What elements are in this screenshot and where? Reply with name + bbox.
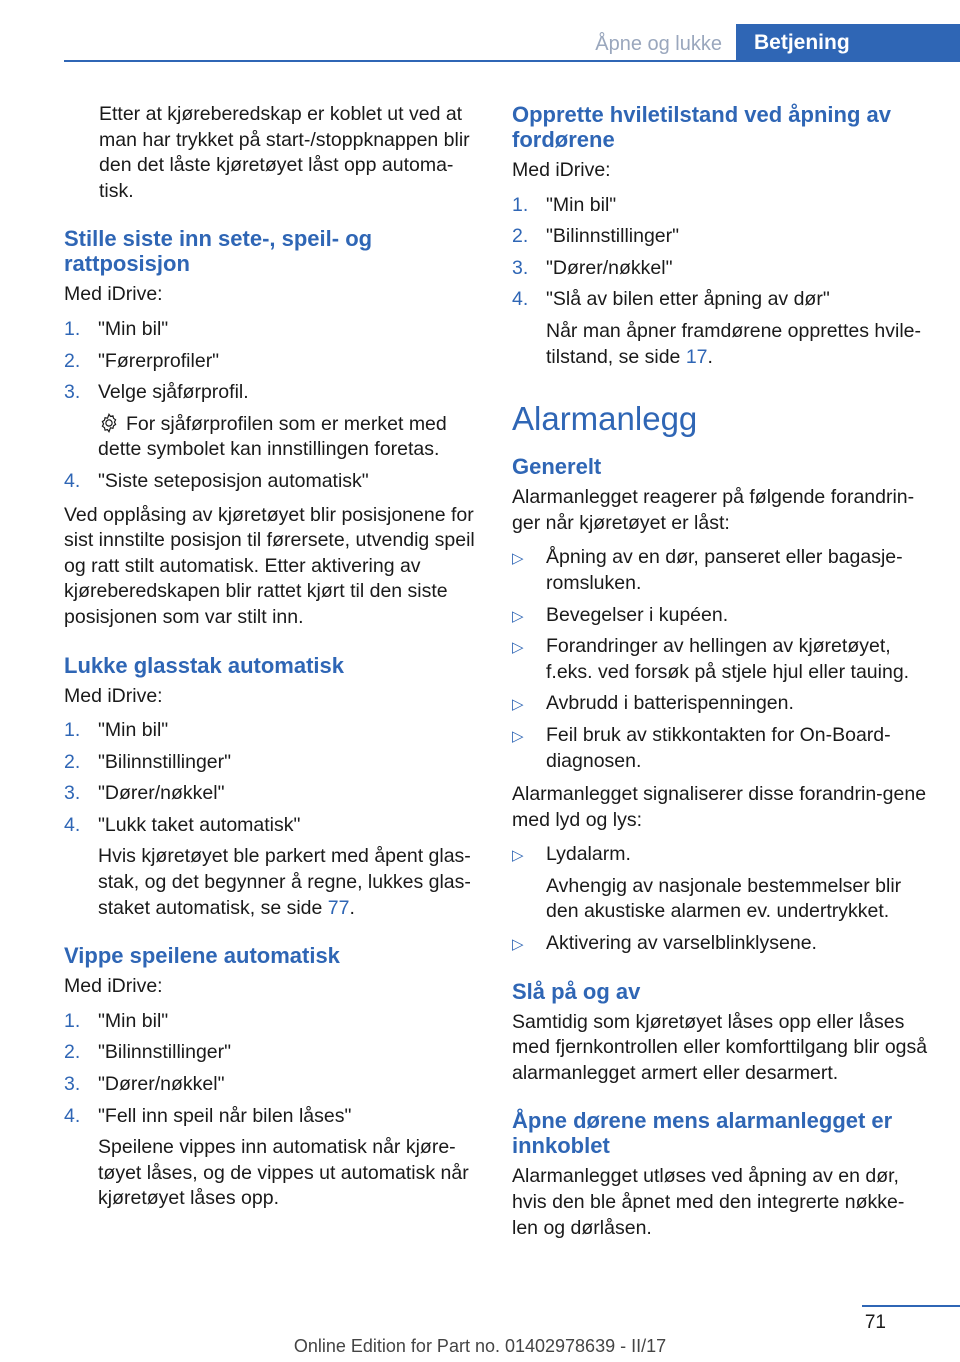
edition-footer: Online Edition for Part no. 01402978639 - II/17: [293, 1336, 667, 1356]
list-item: 3. "Dører/nøkkel": [64, 781, 484, 807]
left-column: [64, 102, 484, 1220]
list-item: 2. "Bilinnstillinger": [64, 1040, 484, 1066]
list-number: 4.: [64, 813, 81, 836]
header-rule: [64, 60, 960, 62]
bullet-note: Avhengig av nasjonale bestemmelser blir den akustiske alarmen ev. undertrykket.: [546, 874, 902, 923]
list-number: 1.: [512, 193, 529, 216]
list-item: ▷ Åpning av en dør, panseret eller bagasje-romsluken.: [512, 546, 903, 594]
list-number: 1.: [64, 719, 81, 742]
step-note: For sjåførprofilen som er merket med dette symbolet kan innstillingen foretas.: [98, 412, 447, 461]
list-number: 4.: [64, 469, 81, 492]
heading-open-doors-armed: Åpne dørene mens alarmanlegget er innkoblet: [512, 1108, 893, 1159]
list-number: 3.: [512, 256, 529, 279]
list-number: 4.: [64, 1104, 81, 1127]
triangle-bullet-icon: ▷: [512, 847, 524, 865]
heading-fold-mirrors: Vippe speilene automatisk: [64, 943, 340, 969]
heading-close-roof: Lukke glasstak automatisk: [64, 652, 345, 678]
steps-fold-mirrors: [64, 1009, 484, 1212]
bullets-alarm-triggers: [512, 545, 930, 774]
triangle-bullet-icon: ▷: [512, 550, 524, 568]
page-link[interactable]: 17: [685, 345, 708, 368]
list-item: 4. "Fell inn speil når bilen låses" Speilene vippes inn automatisk når kjøre-tøyet låses, og de vippes ut automatisk når kjøretøyet låses opp.: [64, 1104, 484, 1212]
list-number: 3.: [64, 782, 81, 805]
list-number: 4.: [512, 288, 529, 311]
list-item: ▷ Lydalarm. Avhengig av nasjonale bestemmelser blir den akustiske alarmen ev. undertrykket.: [512, 842, 930, 925]
list-item: 1. "Min bil": [64, 1009, 484, 1035]
list-number: 1.: [64, 317, 81, 340]
list-item: ▷ Bevegelser i kupéen.: [512, 603, 930, 629]
list-number: 2.: [64, 1041, 81, 1064]
heading-general: Generelt: [512, 454, 602, 480]
lead-idrive: Med iDrive:: [64, 975, 163, 998]
list-number: 2.: [64, 349, 81, 372]
list-item: ▷ Avbrudd i batterispenningen.: [512, 691, 930, 717]
triangle-bullet-icon: ▷: [512, 696, 524, 714]
list-number: 2.: [64, 750, 81, 773]
list-number: 3.: [64, 1073, 81, 1096]
triangle-bullet-icon: ▷: [512, 727, 524, 745]
step-note: Når man åpner framdørene opprettes hvile-tilstand, se side 17.: [546, 319, 922, 368]
lead-alarm: Alarmanlegget reagerer på følgende forandrin-ger når kjøretøyet er låst:: [512, 486, 915, 534]
list-item: 4. "Slå av bilen etter åpning av dør" Når man åpner framdørene opprettes hvile-tilstand, se side 17.: [512, 287, 930, 370]
right-column: [512, 102, 930, 1241]
lead-idrive: Med iDrive:: [64, 684, 163, 707]
steps-seat-position: [64, 317, 484, 495]
page-number: 71: [864, 1312, 886, 1333]
chapter-heading-alarm: Alarmanlegg: [512, 400, 698, 438]
list-item: 1. "Min bil": [512, 193, 930, 219]
lead-idrive: Med iDrive:: [64, 283, 163, 306]
list-item: 1. "Min bil": [64, 718, 484, 744]
triangle-bullet-icon: ▷: [512, 639, 524, 657]
list-item: 2. "Førerprofiler": [64, 349, 484, 375]
lead-idrive: Med iDrive:: [512, 159, 611, 181]
step-note: Hvis kjøretøyet ble parkert med åpent glas-stak, og det begynner å regne, lukkes glas-staket automatisk, se side 77.: [98, 845, 471, 919]
heading-on-off: Slå på og av: [512, 978, 641, 1004]
steps-close-roof: [64, 718, 484, 921]
header-chapter-tab: Betjening: [736, 24, 960, 62]
heading-rest-state: Opprette hviletilstand ved åpning av fordørene: [512, 102, 891, 152]
body-on-off: Samtidig som kjøretøyet låses opp eller låses med fjernkontrollen eller komforttilgang blir også alarmanlegget armert eller desarmert.: [512, 1010, 928, 1084]
intro-paragraph: Etter at kjøreberedskap er koblet ut ved at man har trykket på start-/stoppknappen blir den det låste kjøretøyet låst opp automa-tisk.: [99, 103, 470, 202]
page-link[interactable]: 77: [327, 896, 350, 919]
bullets-alarm-signals: [512, 842, 930, 956]
list-item: 2. "Bilinnstillinger": [512, 224, 930, 250]
body-seat-position: Ved opplåsing av kjøretøyet blir posisjonene for sist innstilte posisjon til førersete, utvendig speil og ratt stilt automatisk. Etter aktivering av kjøreberedskapen blir rattet kjørt til den siste posisjonen som var stilt inn.: [64, 503, 475, 628]
lead-alarm-signals: Alarmanlegget signaliserer disse forandrin-gene med lyd og lys:: [512, 783, 927, 831]
list-item: 4. "Siste seteposisjon automatisk": [64, 469, 484, 495]
list-item: 2. "Bilinnstillinger": [64, 750, 484, 776]
list-item: ▷ Aktivering av varselblinklysene.: [512, 931, 930, 957]
body-open-doors-armed: Alarmanlegget utløses ved åpning av en dør, hvis den ble åpnet med den integrerte nøkke-len og dørlåsen.: [512, 1165, 905, 1239]
list-number: 1.: [64, 1009, 81, 1032]
list-number: 3.: [64, 381, 81, 404]
triangle-bullet-icon: ▷: [512, 607, 524, 625]
list-item: 4. "Lukk taket automatisk" Hvis kjøretøyet ble parkert med åpent glas-stak, og det begynner å regne, lukkes glas-staket automatisk, se side 77.: [64, 813, 484, 921]
list-item: 3. "Dører/nøkkel": [64, 1072, 484, 1098]
list-item: ▷ Feil bruk av stikkontakten for On-Board-diagnosen.: [512, 723, 891, 772]
list-number: 2.: [512, 225, 529, 248]
footer-rule: [862, 1305, 960, 1307]
heading-seat-mirror-position: Stille siste inn sete-, speil- og rattposisjon: [64, 226, 373, 277]
steps-rest-state: [512, 193, 930, 371]
gear-icon: [98, 412, 120, 434]
list-item: ▷ Forandringer av hellingen av kjøretøyet, f.eks. ved forsøk på stjele hjul eller tauing.: [512, 635, 910, 683]
list-item: 3. "Dører/nøkkel": [512, 256, 930, 282]
step-note: Speilene vippes inn automatisk når kjøre-tøyet låses, og de vippes ut automatisk når kjøretøyet låses opp.: [98, 1136, 469, 1210]
header-section-title: Åpne og lukke: [595, 33, 722, 55]
triangle-bullet-icon: ▷: [512, 936, 524, 954]
list-item: 3. Velge sjåførprofil. For sjåførprofilen som er merket med dette symbolet kan innstillingen foretas.: [64, 380, 484, 463]
list-item: 1. "Min bil": [64, 317, 484, 343]
